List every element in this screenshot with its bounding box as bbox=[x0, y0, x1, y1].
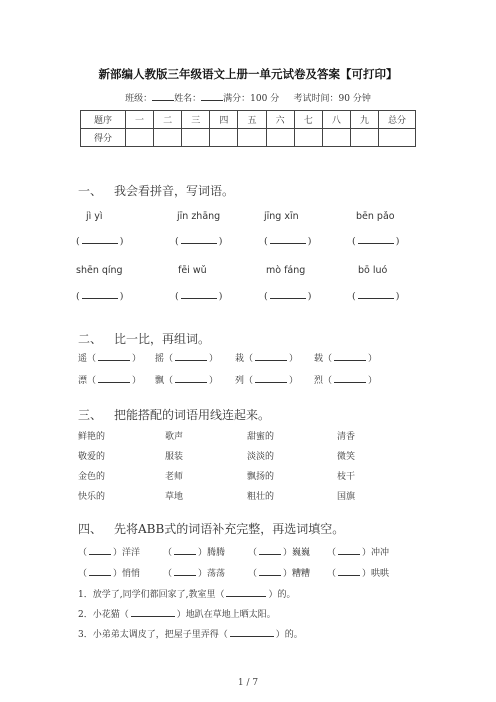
match-word[interactable]: 淡淡的 bbox=[247, 452, 275, 462]
score-cell[interactable] bbox=[238, 129, 266, 147]
compare-item[interactable]: 栽（ ） bbox=[235, 354, 299, 364]
match-word[interactable]: 歌声 bbox=[165, 432, 184, 442]
score-cell[interactable] bbox=[266, 129, 294, 147]
abb-item[interactable]: （ ）哄哄 bbox=[327, 569, 390, 579]
compare-item[interactable]: 载（ ） bbox=[314, 354, 378, 364]
page-number: 1 / 7 bbox=[237, 678, 259, 688]
pinyin-item: jīng xīn bbox=[264, 211, 299, 222]
row-label-cell: 得分 bbox=[81, 129, 126, 147]
match-word[interactable]: 老师 bbox=[165, 472, 184, 482]
pinyin-item: bēn pǎo bbox=[356, 211, 395, 222]
match-word[interactable]: 甜蜜的 bbox=[247, 432, 275, 442]
match-word[interactable]: 金色的 bbox=[78, 472, 106, 482]
section-1-heading bbox=[78, 182, 234, 199]
class-blank[interactable] bbox=[152, 91, 174, 101]
score-cell[interactable] bbox=[379, 129, 416, 147]
section-2-title: 比一比，再组词。 bbox=[114, 332, 211, 346]
score-cell[interactable] bbox=[182, 129, 210, 147]
section-3-title: 把能搭配的词语用线连起来。 bbox=[114, 408, 271, 422]
match-word[interactable]: 飘扬的 bbox=[247, 472, 275, 482]
name-label: 姓名： bbox=[174, 94, 202, 104]
answer-blank[interactable]: ( ) bbox=[264, 236, 312, 247]
col-cell: 六 bbox=[266, 111, 294, 129]
answer-blank[interactable]: ( ) bbox=[175, 236, 223, 247]
class-label: 班级： bbox=[125, 94, 153, 104]
pinyin-item: shēn qíng bbox=[76, 265, 123, 276]
match-word[interactable]: 微笑 bbox=[337, 452, 356, 462]
section-4-title: 先将ABB式的词语补充完整，再选词填空。 bbox=[114, 522, 345, 536]
score-cell[interactable] bbox=[210, 129, 238, 147]
abb-item[interactable]: （ ）糟糟 bbox=[248, 569, 311, 579]
score-cell[interactable] bbox=[154, 129, 182, 147]
exam-time: 考试时间：90 分钟 bbox=[293, 94, 371, 104]
col-cell: 二 bbox=[154, 111, 182, 129]
abb-item[interactable]: （ ）冲冲 bbox=[327, 548, 390, 558]
match-word[interactable]: 服装 bbox=[165, 452, 184, 462]
section-3-number: 三、 bbox=[78, 408, 103, 422]
abb-item[interactable]: （ ）腾腾 bbox=[163, 548, 226, 558]
section-4-number: 四、 bbox=[78, 522, 103, 536]
section-3-heading bbox=[78, 406, 270, 423]
answer-blank[interactable]: ( ) bbox=[352, 236, 400, 247]
pinyin-item: jīn zhāng bbox=[177, 211, 221, 222]
answer-blank[interactable]: ( ) bbox=[76, 291, 124, 302]
document-title: 新部编人教版三年级语文上册一单元试卷及答案【可打印】 bbox=[98, 67, 398, 81]
section-1-title: 我会看拼音，写词语。 bbox=[114, 184, 235, 198]
answer-blank[interactable]: ( ) bbox=[76, 236, 124, 247]
header-label-cell: 题序 bbox=[81, 111, 126, 129]
col-cell: 七 bbox=[294, 111, 322, 129]
fill-sentence[interactable]: 1．放学了,同学们都回家了,教室里（ ）的。 bbox=[78, 590, 296, 600]
col-cell: 四 bbox=[210, 111, 238, 129]
col-cell: 一 bbox=[126, 111, 154, 129]
compare-item[interactable]: 漂（ ） bbox=[78, 376, 142, 386]
pinyin-item: mò fáng bbox=[266, 265, 306, 276]
score-cell[interactable] bbox=[126, 129, 154, 147]
compare-item[interactable]: 摇（ ） bbox=[155, 354, 219, 364]
match-word[interactable]: 粗壮的 bbox=[247, 492, 275, 502]
col-cell: 八 bbox=[322, 111, 350, 129]
pinyin-item: fēi wǔ bbox=[178, 265, 207, 276]
answer-blank[interactable]: ( ) bbox=[175, 291, 223, 302]
match-word[interactable]: 清香 bbox=[337, 432, 356, 442]
fill-sentence[interactable]: 3．小弟弟太调皮了，把屋子里弄得（ ）的。 bbox=[78, 630, 303, 640]
section-2-heading bbox=[78, 330, 210, 347]
pinyin-item: jì yì bbox=[86, 211, 103, 222]
abb-item[interactable]: （ ）洋洋 bbox=[78, 548, 141, 558]
fill-sentence[interactable]: 2．小花猫（ ）地趴在草地上晒太阳。 bbox=[78, 610, 276, 620]
pinyin-item: bō luó bbox=[358, 265, 388, 276]
abb-item[interactable]: （ ）悄悄 bbox=[78, 569, 141, 579]
answer-blank[interactable]: ( ) bbox=[352, 291, 400, 302]
col-cell: 三 bbox=[182, 111, 210, 129]
col-cell: 总分 bbox=[379, 111, 416, 129]
exam-info bbox=[0, 91, 496, 104]
match-word[interactable]: 草地 bbox=[165, 492, 184, 502]
section-2-number: 二、 bbox=[78, 332, 103, 346]
abb-item[interactable]: （ ）巍巍 bbox=[248, 548, 311, 558]
section-4-heading bbox=[78, 520, 344, 537]
score-table-score-row bbox=[81, 129, 416, 147]
match-word[interactable]: 鲜艳的 bbox=[78, 432, 106, 442]
compare-item[interactable]: 飘（ ） bbox=[155, 376, 219, 386]
match-word[interactable]: 国旗 bbox=[337, 492, 356, 502]
match-word[interactable]: 敬爱的 bbox=[78, 452, 106, 462]
col-cell: 五 bbox=[238, 111, 266, 129]
compare-item[interactable]: 遥（ ） bbox=[78, 354, 142, 364]
score-table-header-row bbox=[81, 111, 416, 129]
compare-item[interactable]: 列（ ） bbox=[235, 376, 299, 386]
score-table bbox=[80, 110, 416, 147]
name-blank[interactable] bbox=[201, 91, 223, 101]
full-score: 满分：100 分 bbox=[223, 94, 280, 104]
match-word[interactable]: 枝干 bbox=[337, 472, 356, 482]
answer-blank[interactable]: ( ) bbox=[264, 291, 312, 302]
abb-item[interactable]: （ ）荡荡 bbox=[163, 569, 226, 579]
score-cell[interactable] bbox=[350, 129, 378, 147]
section-1-number: 一、 bbox=[78, 184, 103, 198]
score-cell[interactable] bbox=[294, 129, 322, 147]
match-word[interactable]: 快乐的 bbox=[78, 492, 106, 502]
compare-item[interactable]: 烈（ ） bbox=[314, 376, 378, 386]
score-cell[interactable] bbox=[322, 129, 350, 147]
col-cell: 九 bbox=[350, 111, 378, 129]
